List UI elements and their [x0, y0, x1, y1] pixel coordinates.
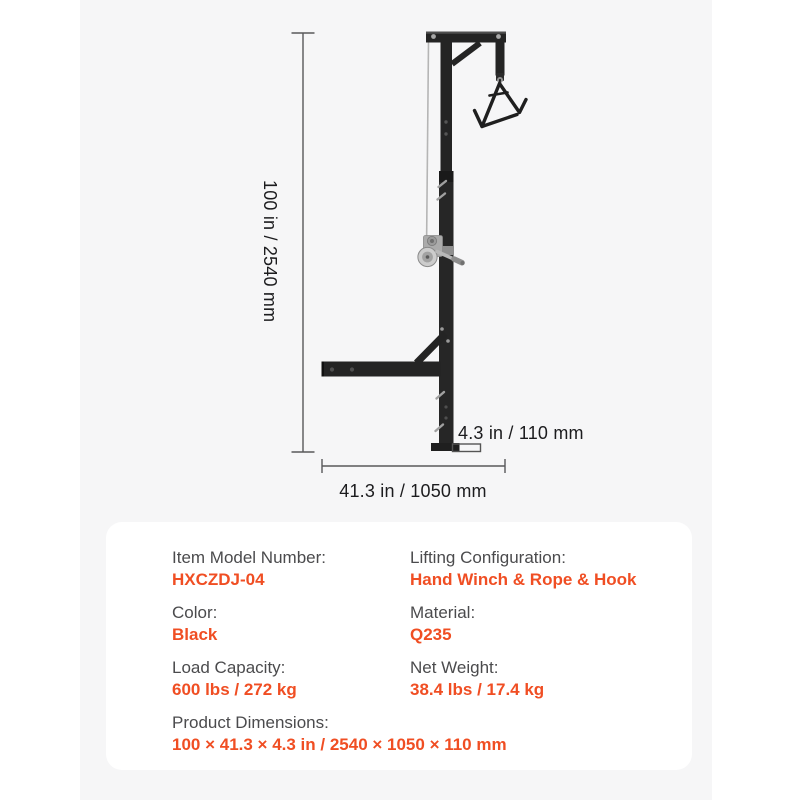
pole-hole [444, 120, 447, 123]
winch-cable [427, 42, 429, 252]
spec-product-dimensions [172, 712, 692, 756]
spec-value: Black [172, 625, 218, 644]
hitch-arm [322, 362, 442, 377]
spec-value: Hand Winch & Rope & Hook [410, 570, 637, 589]
spec-lifting-configuration [410, 547, 692, 591]
gambrel-crossbar [490, 93, 508, 96]
arm-hole [330, 367, 334, 371]
gambrel-hook [475, 80, 527, 127]
pole-hole [444, 405, 447, 408]
spec-color [172, 602, 410, 646]
spec-net-weight [410, 657, 692, 701]
beam-bolt-left [431, 34, 436, 39]
top-beam [426, 32, 506, 43]
pole-hole [444, 416, 447, 419]
spec-load-capacity [172, 657, 410, 701]
spec-value: Q235 [410, 625, 452, 644]
spec-label: Item Model Number: [172, 548, 326, 567]
pole-hole [444, 132, 447, 135]
width-dimension-label: 41.3 in / 1050 mm [339, 481, 487, 501]
spec-item-model-number [172, 547, 410, 591]
top-diagonal-brace [452, 43, 480, 64]
spec-label: Net Weight: [410, 658, 499, 677]
spec-label: Color: [172, 603, 218, 622]
spec-card [106, 522, 692, 770]
beam-bolt-right [496, 34, 501, 39]
arm-hole [350, 367, 354, 371]
spec-value: 600 lbs / 272 kg [172, 680, 297, 699]
hitch-height-dimension-label: 4.3 in / 110 mm [458, 423, 584, 443]
drop-bar [496, 43, 505, 84]
spec-label: Product Dimensions: [172, 713, 329, 732]
brace-pin [440, 327, 444, 331]
spec-label: Load Capacity: [172, 658, 286, 677]
hoist-structure [322, 32, 527, 452]
spec-value: 38.4 lbs / 17.4 kg [410, 680, 545, 699]
height-dimension-label: 100 in / 2540 mm [260, 180, 280, 323]
spec-label: Lifting Configuration: [410, 548, 566, 567]
brace-pin [446, 339, 450, 343]
spec-value: HXCZDJ-04 [172, 570, 265, 589]
spec-value: 100 × 41.3 × 4.3 in / 2540 × 1050 × 110 mm [172, 735, 507, 754]
spec-label: Material: [410, 603, 476, 622]
spec-material [410, 602, 692, 646]
dimension-lines [292, 33, 506, 473]
